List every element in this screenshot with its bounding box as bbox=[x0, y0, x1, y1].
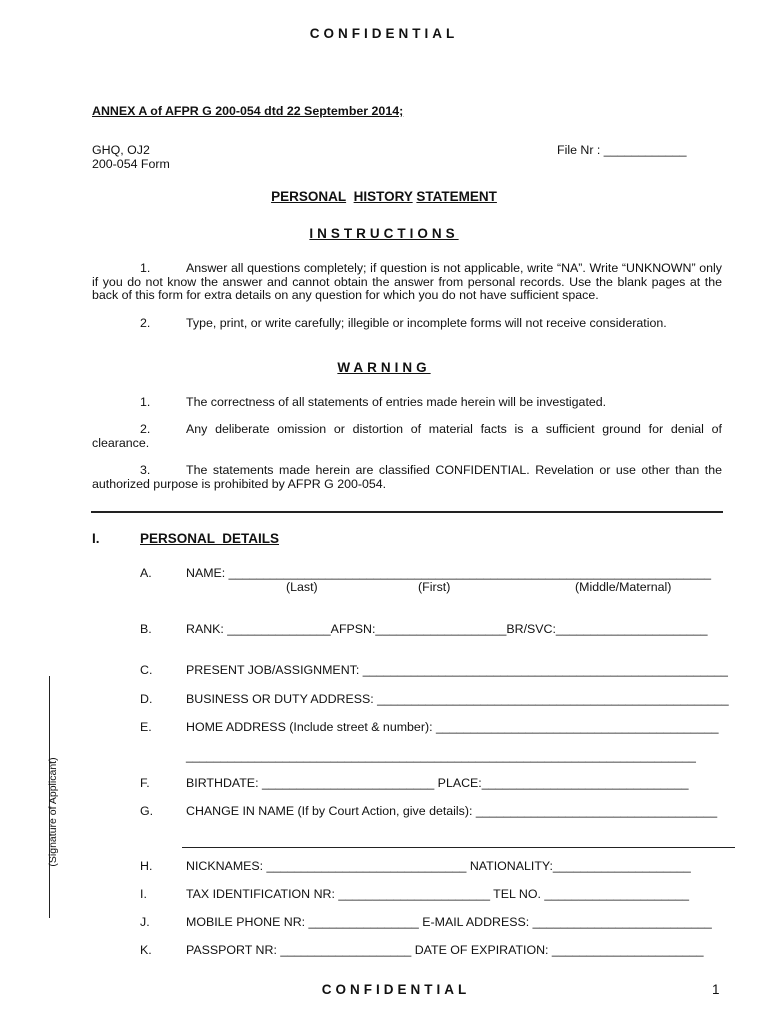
field-letter-i: I. bbox=[140, 887, 147, 901]
present-job-field[interactable]: PRESENT JOB/ASSIGNMENT: _____________________________________________________ bbox=[186, 663, 728, 677]
home-address-continuation[interactable]: __________________________________________________________________________ bbox=[186, 749, 696, 763]
title-word-personal: PERSONAL bbox=[271, 189, 347, 204]
instructions-heading: INSTRUCTIONS bbox=[309, 226, 459, 241]
field-letter-c: C. bbox=[140, 663, 153, 677]
warning-text: The correctness of all statements of entries made herein will be investigated. bbox=[186, 395, 607, 409]
instruction-text: Answer all questions completely; if question is not applicable, write “NA”. Write “UNKNOWN” only if you do not know the answer and cannot obtain the answer from personal records. Use the blank pages at the back of this form for extra details on any question for which you do not have sufficient space. bbox=[92, 261, 722, 303]
birthdate-place-field[interactable]: BIRTHDATE: _________________________ PLACE:______________________________ bbox=[186, 776, 689, 790]
field-letter-g: G. bbox=[140, 804, 154, 818]
home-address-field[interactable]: HOME ADDRESS (Include street & number): _________________________________________ bbox=[186, 720, 719, 734]
instruction-number: 2. bbox=[140, 316, 151, 330]
warning-number: 3. bbox=[140, 463, 151, 477]
title-word-history: HISTORY bbox=[353, 189, 413, 204]
field-letter-e: E. bbox=[140, 720, 152, 734]
instruction-number: 1. bbox=[140, 261, 151, 275]
change-in-name-field[interactable]: CHANGE IN NAME (If by Court Action, give details): ___________________________________ bbox=[186, 804, 718, 818]
document-title bbox=[0, 189, 768, 204]
warning-text: Any deliberate omission or distortion of material facts is a sufficient ground for denial of clearance. bbox=[92, 422, 722, 450]
warning-item-3 bbox=[92, 464, 722, 491]
page-number: 1 bbox=[712, 982, 720, 997]
instruction-item-2 bbox=[92, 317, 722, 331]
warning-number: 2. bbox=[140, 422, 151, 436]
nicknames-nationality-field[interactable]: NICKNAMES: _____________________________ NATIONALITY:____________________ bbox=[186, 859, 691, 873]
field-letter-a: A. bbox=[140, 566, 152, 580]
warning-item-2 bbox=[92, 423, 722, 450]
signature-label: (Signature of Applicant) bbox=[47, 757, 59, 867]
passport-field[interactable]: PASSPORT NR: ___________________ DATE OF EXPIRATION: ______________________ bbox=[186, 943, 704, 957]
field-letter-j: J. bbox=[140, 915, 150, 929]
warning-text: The statements made herein are classified CONFIDENTIAL. Revelation or use other than the authorized purpose is prohibited by AFPR G 200-054. bbox=[92, 463, 722, 491]
tin-tel-field[interactable]: TAX IDENTIFICATION NR: ______________________ TEL NO. _____________________ bbox=[186, 887, 690, 901]
field-letter-b: B. bbox=[140, 622, 152, 636]
field-letter-f: F. bbox=[140, 776, 150, 790]
instruction-text: Type, print, or write carefully; illegible or incomplete forms will not receive consideration. bbox=[186, 316, 667, 330]
field-letter-k: K. bbox=[140, 943, 152, 957]
field-divider bbox=[182, 847, 735, 848]
warning-heading: WARNING bbox=[337, 360, 431, 375]
rank-afpsn-brsvc-field[interactable]: RANK: _______________AFPSN:___________________BR/SVC:______________________ bbox=[186, 622, 708, 636]
confidential-header: CONFIDENTIAL bbox=[309, 26, 459, 41]
field-letter-d: D. bbox=[140, 692, 153, 706]
office-line-1: GHQ, OJ2 bbox=[92, 143, 150, 157]
section-title: PERSONAL DETAILS bbox=[140, 531, 280, 546]
name-sub-first: (First) bbox=[418, 580, 451, 594]
mobile-email-field[interactable]: MOBILE PHONE NR: ________________ E-MAIL ADDRESS: __________________________ bbox=[186, 915, 712, 929]
file-number-field[interactable]: File Nr : ____________ bbox=[557, 143, 687, 157]
name-sub-last: (Last) bbox=[286, 580, 318, 594]
warning-item-1 bbox=[92, 396, 722, 410]
instruction-item-1 bbox=[92, 262, 722, 303]
name-field[interactable]: NAME: ______________________________________________________________________ bbox=[186, 566, 712, 580]
office-line-2: 200-054 Form bbox=[92, 157, 170, 171]
confidential-footer: CONFIDENTIAL bbox=[321, 982, 471, 997]
business-address-field[interactable]: BUSINESS OR DUTY ADDRESS: ___________________________________________________ bbox=[186, 692, 729, 706]
title-word-statement: STATEMENT bbox=[416, 189, 497, 204]
annex-reference: ANNEX A of AFPR G 200-054 dtd 22 September 2014; bbox=[92, 104, 404, 118]
section-divider bbox=[91, 511, 723, 513]
section-number: I. bbox=[92, 531, 100, 546]
warning-number: 1. bbox=[140, 395, 151, 409]
name-sub-middle: (Middle/Maternal) bbox=[575, 580, 672, 594]
field-letter-h: H. bbox=[140, 859, 153, 873]
